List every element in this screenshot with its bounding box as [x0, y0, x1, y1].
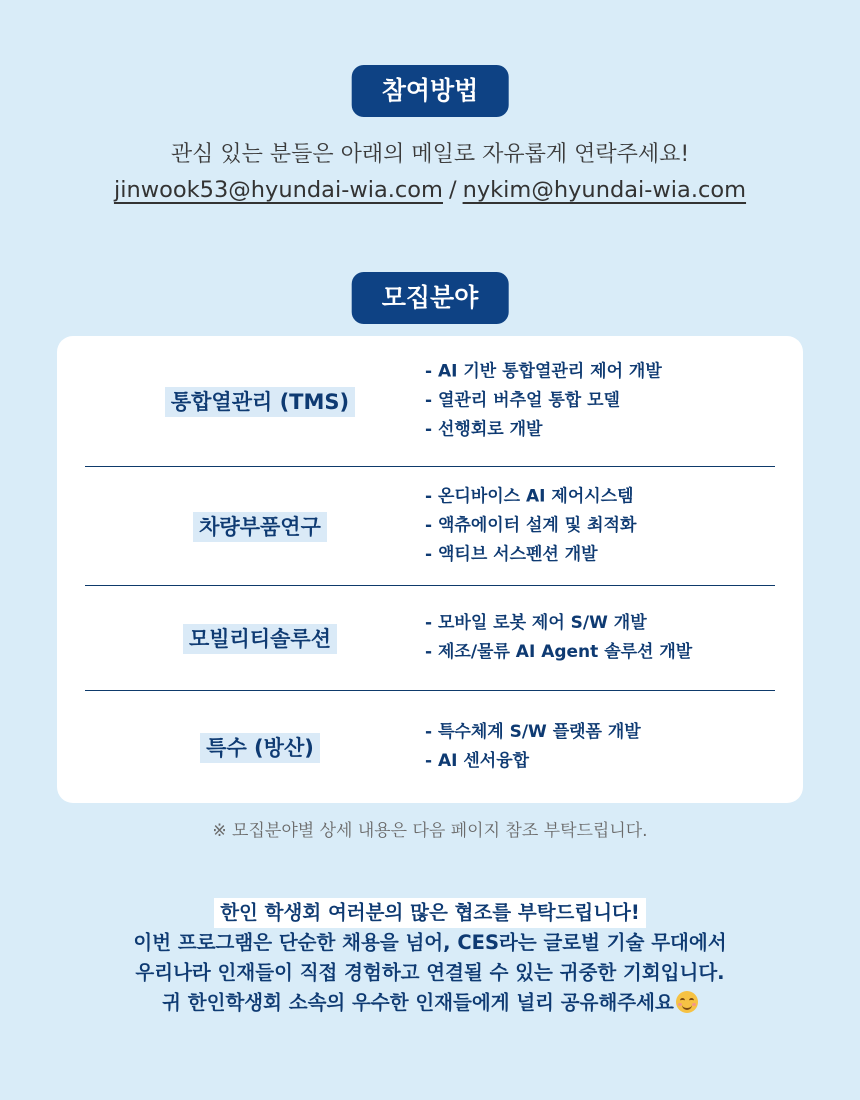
field-item: - 선행회로 개발	[425, 419, 543, 440]
smiling-face-icon	[676, 991, 698, 1013]
field-items	[425, 358, 662, 445]
field-items	[425, 609, 692, 667]
field-item: - 열관리 버추얼 통합 모델	[425, 390, 620, 411]
recruit-heading: 모집분야	[352, 272, 509, 324]
field-item: - 모바일 로봇 제어 S/W 개발	[425, 613, 647, 633]
email-link-nykim[interactable]: nykim@hyundai-wia.com	[462, 177, 747, 203]
field-row-tms	[85, 336, 775, 467]
recruit-note: ※ 모집분야별 상세 내용은 다음 페이지 참조 부탁드립니다.	[212, 821, 648, 841]
field-item: - 액츄에이터 설계 및 최적화	[425, 515, 637, 536]
closing-line-2: 우리나라 인재들이 직접 경험하고 연결될 수 있는 귀중한 기회입니다.	[135, 961, 725, 984]
closing-line-1: 이번 프로그램은 단순한 채용을 넘어, CES라는 글로벌 기술 무대에서	[133, 931, 727, 954]
field-item: - 제조/물류 AI Agent 솔루션 개발	[425, 642, 693, 662]
closing-title: 한인 학생회 여러분의 많은 협조를 부탁드립니다!	[214, 898, 646, 928]
recruit-fields-card	[57, 336, 803, 803]
field-item: - AI 기반 통합열관리 제어 개발	[425, 361, 662, 382]
participation-intro: 관심 있는 분들은 아래의 메일로 자유롭게 연락주세요!	[170, 142, 690, 167]
participation-heading: 참여방법	[352, 65, 509, 117]
field-item: - 특수체계 S/W 플랫폼 개발	[425, 722, 641, 742]
closing-line-3-wrap	[0, 988, 860, 1018]
field-items	[425, 718, 641, 776]
contact-emails	[0, 177, 860, 203]
field-title: 통합열관리 (TMS)	[165, 387, 355, 417]
closing-message	[0, 898, 860, 1018]
closing-line-3: 귀 한인학생회 소속의 우수한 인재들에게 널리 공유해주세요	[162, 991, 674, 1014]
field-item: - AI 센서융합	[425, 751, 530, 771]
field-title: 모빌리티솔루션	[183, 624, 337, 654]
field-items	[425, 483, 636, 570]
field-row-vehicle-parts	[85, 467, 775, 586]
email-link-jinwook[interactable]: jinwook53@hyundai-wia.com	[113, 177, 443, 203]
field-row-mobility	[85, 586, 775, 691]
field-item: - 액티브 서스펜션 개발	[425, 544, 598, 565]
email-separator: /	[448, 177, 457, 203]
field-title: 특수 (방산)	[200, 733, 320, 763]
field-item: - 온디바이스 AI 제어시스템	[425, 486, 634, 507]
field-row-defense	[85, 691, 775, 803]
field-title: 차량부품연구	[193, 512, 327, 542]
